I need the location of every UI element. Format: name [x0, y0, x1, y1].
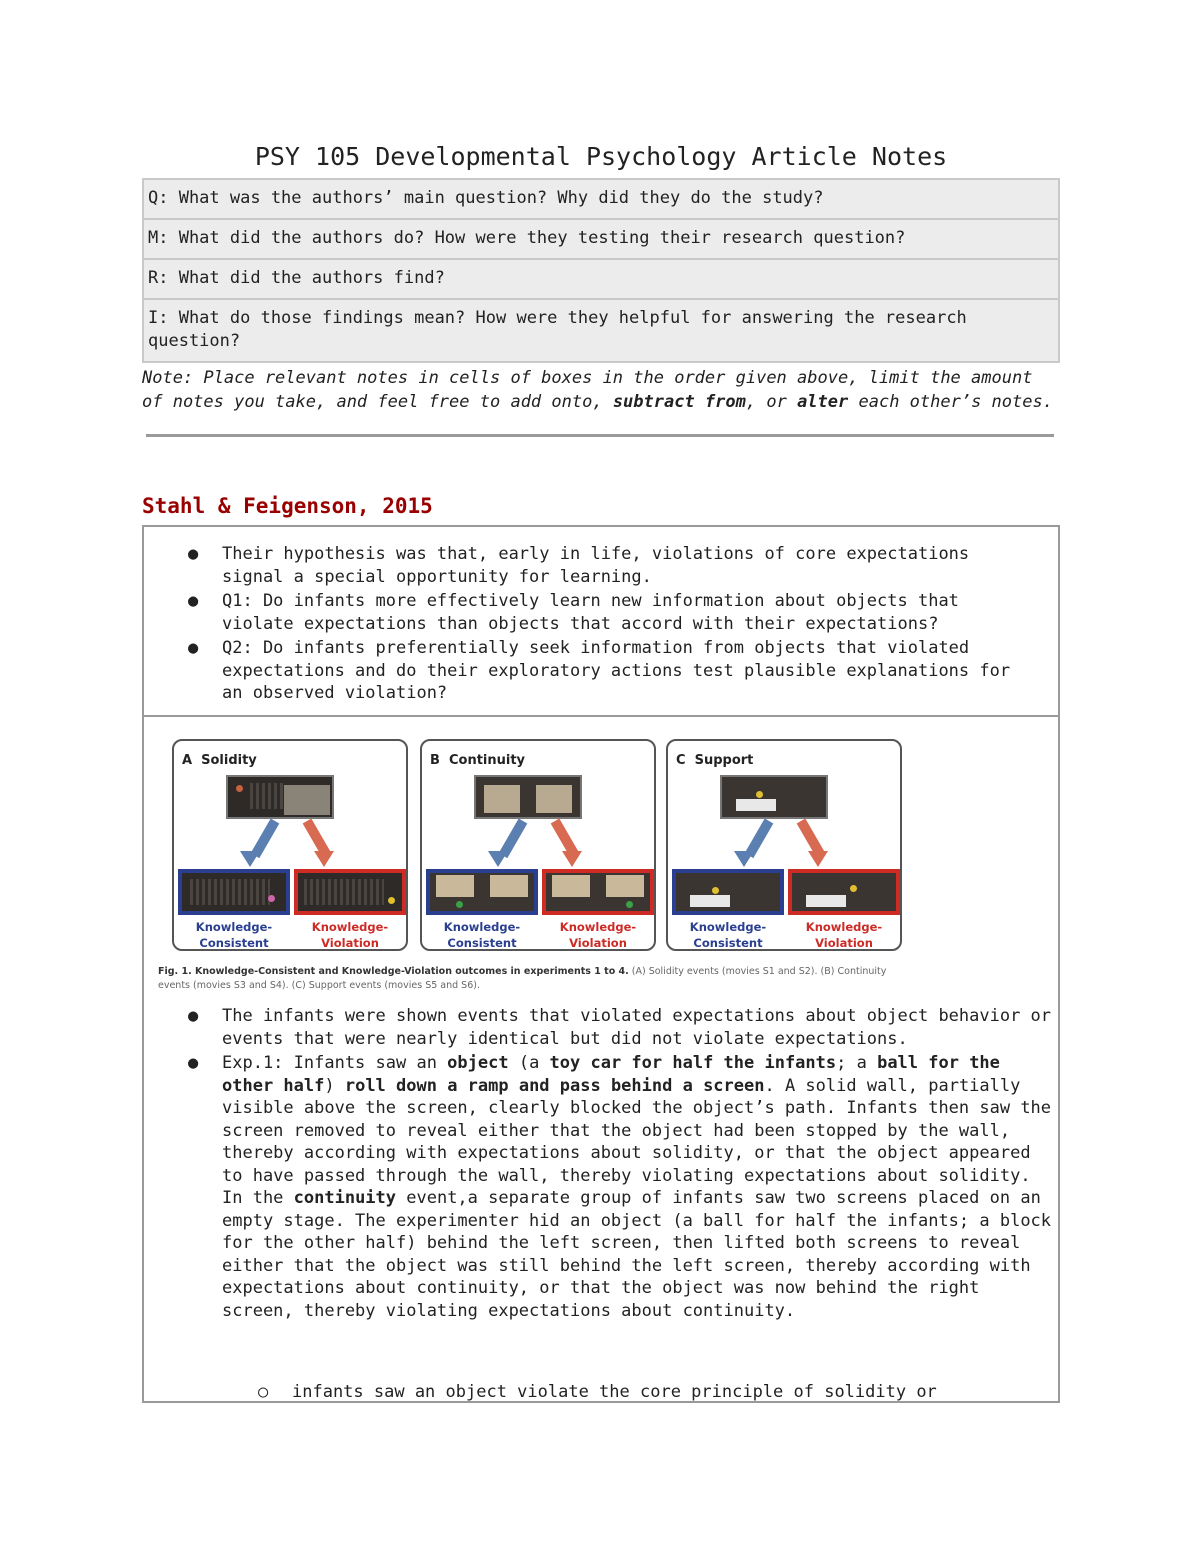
scene-image — [672, 869, 784, 915]
knowledge-consistent-label: Knowledge- Consistent — [195, 920, 273, 950]
article-heading: Stahl & Feigenson, 2015 — [142, 494, 433, 518]
scene-image — [720, 775, 828, 819]
scene-image — [542, 869, 654, 915]
arrowhead-icon — [314, 851, 334, 867]
panel-label: A Solidity — [182, 753, 257, 768]
figure-caption: Fig. 1. Knowledge-Consistent and Knowledge-Violation outcomes in experiments 1 to 4. (A) Solidity events (movies S1 and S2). (B) Continuity events (movies S3 and S4). (C) Support events (movies S5 and S6). — [158, 966, 887, 991]
figure-panel-support — [666, 739, 902, 951]
qmri-prompt-box — [142, 178, 1060, 363]
arrowhead-icon — [734, 851, 754, 867]
list-item: ● The infants were shown events that violated expectations about object behavior or events that were nearly identical but did not violate expectations. — [188, 1006, 1052, 1049]
scene-image — [788, 869, 900, 915]
results-prompt: R: What did the authors find? — [144, 260, 1058, 300]
sub-list-item: ○ infants saw an object violate the core principle of solidity or — [258, 1382, 937, 1402]
panel-label: C Support — [676, 753, 754, 768]
figure-panel-solidity — [172, 739, 408, 951]
bullet-icon: ● — [188, 638, 199, 658]
scene-image — [474, 775, 582, 819]
knowledge-violation-label: Knowledge- Violation — [311, 920, 389, 950]
figure-panel-continuity — [420, 739, 656, 951]
divider — [146, 434, 1054, 437]
bullet-icon: ● — [188, 544, 199, 564]
notes-box — [142, 525, 1060, 1403]
list-item: ● Q1: Do infants more effectively learn new information about objects that violate expectations than objects that accord with their expectations? — [188, 591, 959, 634]
scene-image — [178, 869, 290, 915]
method-list — [144, 1005, 1056, 1324]
knowledge-consistent-label: Knowledge- Consistent — [689, 920, 767, 950]
list-item: ● Exp.1: Infants saw an object (a toy car for half the infants; a ball for the other half) roll down a ramp and pass behind a screen. A solid wall, partially visible above the screen, clearly blocked the object’s path. Infants then saw the screen removed to reveal either that the object had been stopped by the wall, thereby according with expectations about solidity, or that the object appeared to have passed through the wall, thereby violating expectations about solidity. In the continuity event,a separate group of infants saw two screens placed on an empty stage. The experimenter hid an object (a ball for half the infants; a block for the other half) behind the left screen, then lifted both screens to reveal either that the object was still behind the left screen, thereby according with expectations about continuity, or that the object was now behind the right screen, thereby violating expectations about continuity. — [188, 1053, 1052, 1321]
list-item: ● Their hypothesis was that, early in life, violations of core expectations signal a special opportunity for learning. — [188, 544, 970, 587]
question-cell — [144, 527, 1058, 717]
scene-image — [294, 869, 406, 915]
scene-image — [226, 775, 334, 819]
knowledge-violation-label: Knowledge- Violation — [559, 920, 637, 950]
page-title: PSY 105 Developmental Psychology Article Notes — [254, 142, 948, 171]
arrowhead-icon — [240, 851, 260, 867]
bullet-icon: ● — [188, 1053, 199, 1073]
implications-prompt: I: What do those findings mean? How were they helpful for answering the research question? — [148, 308, 967, 351]
arrowhead-icon — [808, 851, 828, 867]
arrowhead-icon — [562, 851, 582, 867]
bullet-icon: ● — [188, 1006, 199, 1026]
scene-image — [426, 869, 538, 915]
instructions-note: Note: Place relevant notes in cells of boxes in the order given above, limit the amount of notes you take, and feel free to add onto, subtract from, or alter each other’s notes. — [142, 368, 1053, 412]
panel-label: B Continuity — [430, 753, 526, 768]
method-prompt: M: What did the authors do? How were they testing their research question? — [144, 220, 1058, 260]
circle-bullet-icon: ○ — [258, 1382, 269, 1402]
arrowhead-icon — [488, 851, 508, 867]
bullet-icon: ● — [188, 591, 199, 611]
knowledge-violation-label: Knowledge- Violation — [805, 920, 883, 950]
question-list — [144, 543, 1024, 707]
list-item: ● Q2: Do infants preferentially seek information from objects that violated expectations and do their exploratory actions test plausible explanations for an observed violation? — [188, 638, 1011, 703]
figure-1 — [158, 735, 918, 1005]
question-prompt: Q: What was the authors’ main question? Why did they do the study? — [144, 180, 1058, 220]
knowledge-consistent-label: Knowledge- Consistent — [443, 920, 521, 950]
